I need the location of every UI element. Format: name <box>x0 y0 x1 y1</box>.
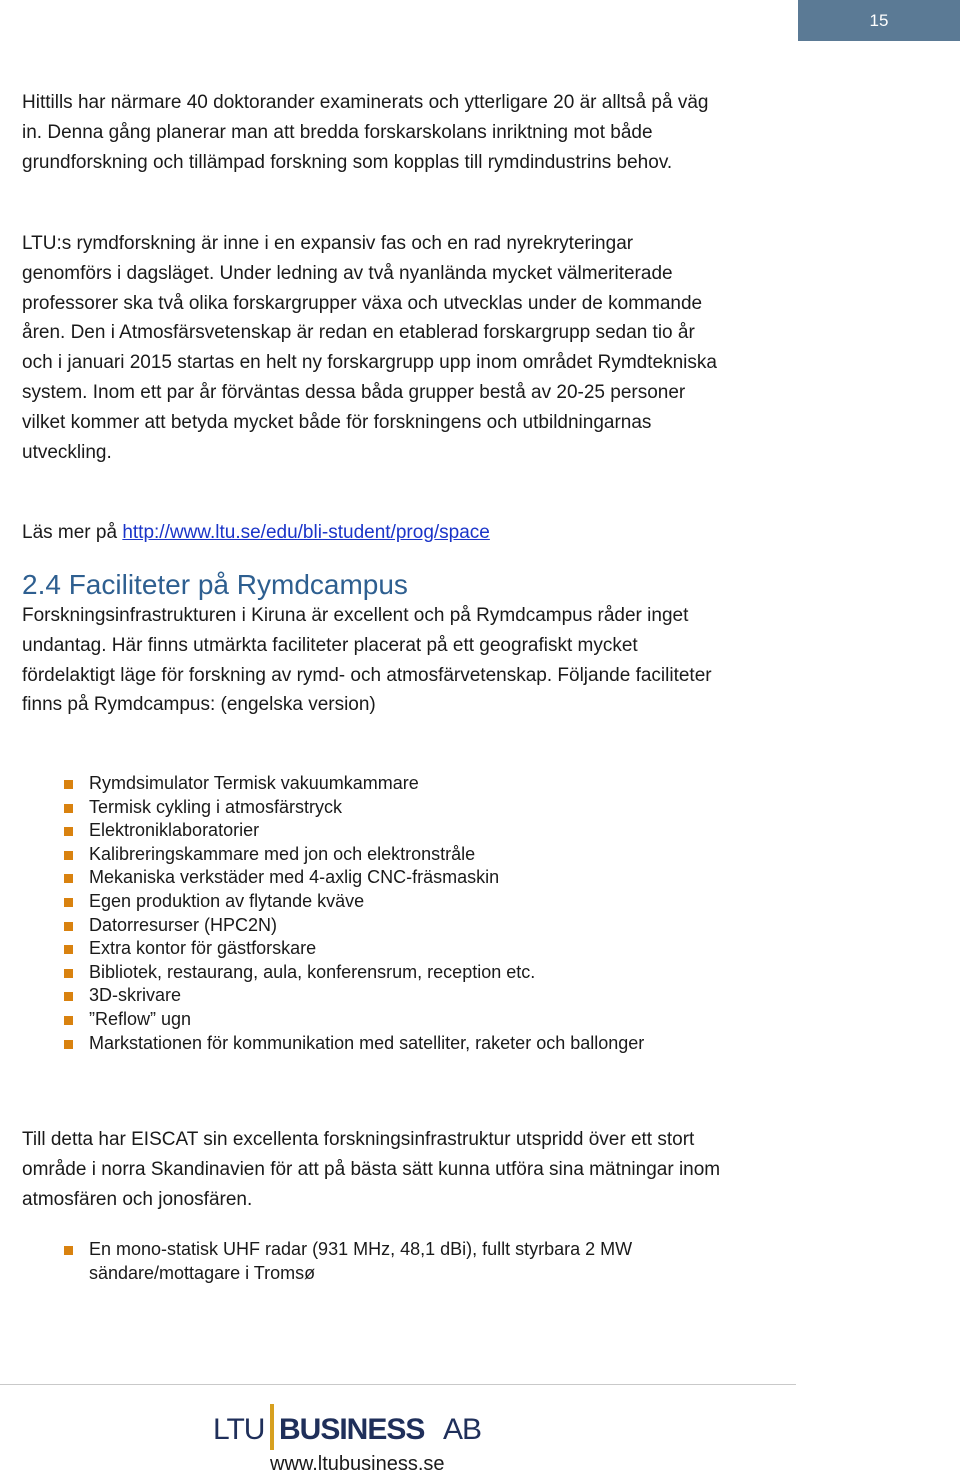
list-item <box>22 1032 722 1056</box>
square-bullet-icon <box>64 780 73 789</box>
paragraph-doctoral: Hittills har närmare 40 doktorander examinerats och ytterligare 20 är alltså på väg in. Denna gång planerar man att bredda forskarskolans inriktning mot både grundforskning och tillämpad forskning som kopplas till rymdindustrins behov. <box>22 92 709 173</box>
facilities-list <box>22 772 722 1055</box>
square-bullet-icon <box>64 804 73 813</box>
square-bullet-icon <box>64 969 73 978</box>
list-item <box>22 890 722 914</box>
list-item-text: Datorresurser (HPC2N) <box>89 914 278 935</box>
footer-divider <box>0 1384 796 1385</box>
list-item-text: Egen produktion av flytande kväve <box>89 890 365 911</box>
list-item-text: Kalibreringskammare med jon och elektronstråle <box>89 843 476 864</box>
square-bullet-icon <box>64 945 73 954</box>
footer-website: www.ltubusiness.se <box>270 1453 445 1475</box>
square-bullet-icon <box>64 1246 73 1255</box>
paragraph-read-more <box>22 518 722 548</box>
read-more-link[interactable]: http://www.ltu.se/edu/bli-student/prog/space <box>122 522 490 543</box>
list-item <box>22 914 722 938</box>
list-item-text: Markstationen för kommunikation med satelliter, raketer och ballonger <box>89 1032 645 1053</box>
read-more-label: Läs mer på <box>22 522 123 543</box>
square-bullet-icon <box>64 851 73 860</box>
eiscat-list <box>22 1238 722 1285</box>
list-item <box>22 984 722 1008</box>
list-item <box>22 961 722 985</box>
list-item-text: 3D-skrivare <box>89 985 182 1006</box>
list-item-text: Elektroniklaboratorier <box>89 820 260 841</box>
section-heading: 2.4 Faciliteter på Rymdcampus <box>22 569 408 600</box>
square-bullet-icon <box>64 992 73 1001</box>
page-number-badge: 15 <box>798 0 960 41</box>
list-item <box>22 1238 722 1285</box>
list-item <box>22 772 722 796</box>
list-item-text: Termisk cykling i atmosfärstryck <box>89 796 343 817</box>
logo-ab-text: AB <box>443 1413 482 1446</box>
paragraph-space-research: LTU:s rymdforskning är inne i en expansiv fas och en rad nyrekryteringar genomförs i dagsläget. Under ledning av två nyanlända mycket välmeriterade professorer ska två olika forskargrupper växa och utvecklas under de kommande åren. Den i Atmosfärsvetenskap är redan en etablerad forskargrupp sedan tio år och i januari 2015 startas en helt ny forskargrupp upp inom området Rymdtekniska system. Inom ett par år förväntas dessa båda grupper bestå av 20-25 personer vilket kommer att betyda mycket både för forskningens och utbildningarnas utveckling. <box>22 233 717 463</box>
list-item <box>22 819 722 843</box>
square-bullet-icon <box>64 1040 73 1049</box>
list-item-text: Mekaniska verkstäder med 4-axlig CNC-fräsmaskin <box>89 867 500 888</box>
list-item <box>22 866 722 890</box>
paragraph-eiscat: Till detta har EISCAT sin excellenta forskningsinfrastruktur utspridd över ett stort område i norra Skandinavien för att på bästa sätt kunna utföra sina mätningar inom atmosfären och jonosfären. <box>22 1129 721 1210</box>
list-item-text: Bibliotek, restaurang, aula, konferensrum, reception etc. <box>89 961 536 982</box>
list-item-text: Extra kontor för gästforskare <box>89 938 317 959</box>
logo-business-text: BUSINESS <box>279 1413 425 1446</box>
paragraph-infrastructure: Forskningsinfrastrukturen i Kiruna är excellent och på Rymdcampus råder inget undantag. Här finns utmärkta faciliteter placerat på ett geografiskt mycket fördelaktigt läge för forskning av rymd- och atmosfärvetenskap. Följande faciliteter finns på Rymdcampus: (engelska version) <box>22 605 712 716</box>
ltu-business-logo <box>213 1402 483 1448</box>
list-item <box>22 796 722 820</box>
logo-ltu-text: LTU <box>213 1413 265 1446</box>
square-bullet-icon <box>64 874 73 883</box>
logo-bar <box>270 1404 274 1450</box>
square-bullet-icon <box>64 1016 73 1025</box>
square-bullet-icon <box>64 898 73 907</box>
square-bullet-icon <box>64 922 73 931</box>
list-item <box>22 937 722 961</box>
list-item-text: ”Reflow” ugn <box>89 1008 192 1029</box>
list-item <box>22 1008 722 1032</box>
square-bullet-icon <box>64 827 73 836</box>
list-item <box>22 843 722 867</box>
list-item-text: Rymdsimulator Termisk vakuumkammare <box>89 773 419 793</box>
list-item-text: En mono-statisk UHF radar (931 MHz, 48,1 dBi), fullt styrbara 2 MW sändare/mottagare i Tromsø <box>89 1239 633 1283</box>
